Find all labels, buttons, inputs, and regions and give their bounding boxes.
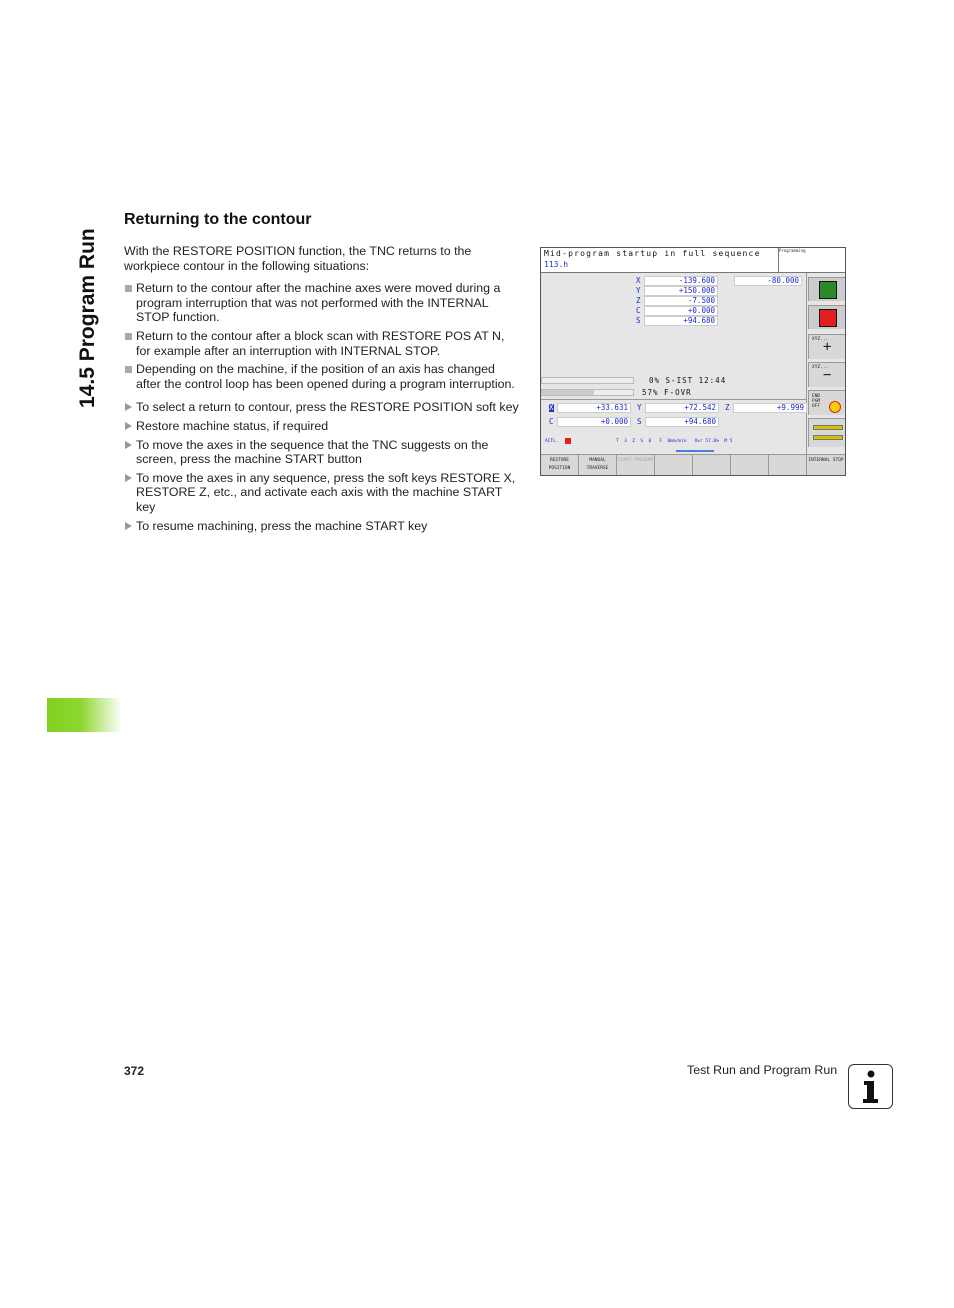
actual-value: +94.680 (645, 417, 719, 427)
green-start-button[interactable] (808, 277, 846, 301)
xyz-minus-softkey[interactable]: XYZ... − (808, 362, 846, 387)
start-program-softkey[interactable]: START PROGRAM (617, 454, 655, 476)
xyz-plus-softkey[interactable]: XYZ... + (808, 334, 846, 359)
arrow-bullet-icon (125, 522, 132, 530)
axis-label: S (636, 316, 641, 325)
chapter-tab-marker (47, 698, 122, 732)
s-ist-readout: 0% S-IST 12:44 (649, 376, 727, 385)
s-ist-bar (541, 377, 634, 384)
square-bullet-icon (125, 333, 132, 340)
actual-value: +0.000 (557, 417, 631, 427)
status-icon (565, 438, 571, 444)
axis-label: Y (636, 286, 641, 295)
restore-position-softkey[interactable]: RESTORE POSITION (541, 454, 579, 476)
intro-paragraph: With the RESTORE POSITION function, the TNC returns to the workpiece contour in the following situations: (124, 244, 472, 273)
situations-list (124, 281, 520, 391)
empty-softkey[interactable] (655, 454, 693, 476)
position-value: -7.500 (644, 296, 718, 306)
divider (541, 399, 806, 400)
position-value: +0.000 (644, 306, 718, 316)
end-pgm-off-softkey[interactable]: END PGM OFF (808, 390, 846, 415)
manual-traverse-softkey[interactable]: MANUAL TRAVERSE (579, 454, 617, 476)
section-heading: Returning to the contour (124, 211, 312, 228)
empty-softkey[interactable] (693, 454, 731, 476)
list-item: Return to the contour after the machine axes were moved during a program interruption that was not performed with the INTERNAL STOP function. (124, 281, 520, 325)
screen-title: Mid-program startup in full sequence (544, 249, 761, 258)
step-item: To move the axes in the sequence that the TNC suggests on the screen, press the machine START button (124, 438, 520, 467)
position-value: +94.680 (644, 316, 718, 326)
ruler-icon (813, 435, 843, 440)
page-number: 372 (124, 1064, 145, 1078)
axis-label: Y (637, 403, 642, 412)
actual-value: +9.999 (733, 403, 807, 413)
footer-section-title: Test Run and Program Run (687, 1063, 838, 1077)
axis-label: X (549, 403, 554, 412)
f-ovr-readout: 57% F-OVR (642, 388, 692, 397)
empty-softkey[interactable] (731, 454, 769, 476)
extra-value: -80.000 (734, 276, 802, 286)
position-value: -139.600 (644, 276, 718, 286)
axis-label: Z (725, 403, 730, 412)
info-icon (848, 1064, 893, 1109)
actual-value: +72.542 (645, 403, 719, 413)
minus-icon: − (823, 367, 832, 383)
square-bullet-icon (125, 366, 132, 373)
step-item: To resume machining, press the machine START key (124, 519, 520, 534)
ruler-softkey[interactable] (808, 418, 846, 447)
actual-value: +33.631 (557, 403, 631, 413)
status-bar: T 3 Z S 0 F 0mm/min Ovr 57.0% M 5 (616, 439, 733, 444)
empty-softkey[interactable] (769, 454, 807, 476)
square-bullet-icon (125, 285, 132, 292)
scroll-indicator (676, 450, 714, 452)
arrow-bullet-icon (125, 422, 132, 430)
f-ovr-bar (541, 389, 634, 396)
list-item: Depending on the machine, if the position of an axis has changed after the control loop has been opened during a program interruption. (124, 362, 520, 391)
axis-label: C (636, 306, 641, 315)
steps-list (124, 400, 520, 533)
clock-icon (829, 401, 841, 413)
internal-stop-softkey[interactable]: INTERNAL STOP (807, 454, 845, 476)
mode-indicator: Programming (779, 248, 845, 273)
step-item: To select a return to contour, press the RESTORE POSITION soft key (124, 400, 520, 415)
arrow-bullet-icon (125, 474, 132, 482)
position-value: +150.000 (644, 286, 718, 296)
step-item: To move the axes in any sequence, press the soft keys RESTORE X, RESTORE Z, etc., and activate each axis with the machine START key (124, 471, 520, 515)
arrow-bullet-icon (125, 441, 132, 449)
body-text (124, 244, 520, 537)
plus-icon: + (823, 339, 832, 355)
list-item: Return to the contour after a block scan with RESTORE POS AT N, for example after an interruption with INTERNAL STOP. (124, 329, 520, 358)
axis-label: C (549, 417, 554, 426)
step-item: Restore machine status, if required (124, 419, 520, 434)
axis-label: S (637, 417, 642, 426)
program-file: 113.h (544, 260, 569, 269)
chapter-sidebar-title: 14.5 Program Run (76, 228, 99, 408)
axis-label: X (636, 276, 641, 285)
arrow-bullet-icon (125, 403, 132, 411)
axis-label: Z (636, 296, 641, 305)
screen-header (541, 248, 779, 273)
status-actl: ACTL. (545, 439, 559, 444)
tnc-screenshot (540, 247, 846, 476)
red-stop-button[interactable] (808, 305, 846, 329)
ruler-icon (813, 425, 843, 430)
